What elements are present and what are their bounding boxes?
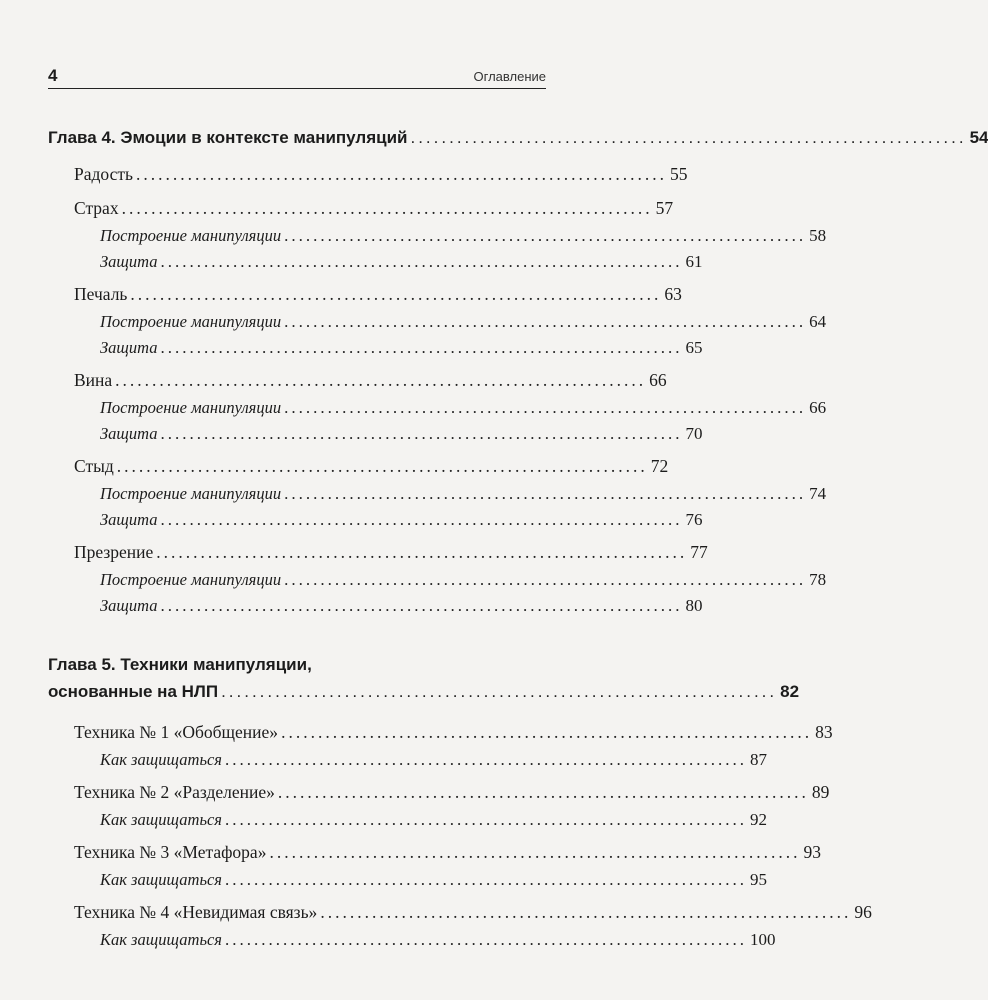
toc-entry[interactable] xyxy=(74,542,708,568)
leader-dots: ........................................................................ xyxy=(410,128,967,147)
leader-dots: ........................................................................ xyxy=(320,902,852,922)
toc-entry[interactable] xyxy=(74,722,833,748)
page-ref: 65 xyxy=(685,338,703,357)
entry-label: Техника № 4 «Невидимая связь» xyxy=(74,902,318,922)
entry-label: Вина xyxy=(74,370,113,390)
toc-entry[interactable] xyxy=(74,370,667,396)
leader-dots: ........................................................................ xyxy=(284,484,807,503)
toc-subentry[interactable] xyxy=(100,750,767,776)
page-ref: 70 xyxy=(685,424,703,443)
toc-entry[interactable] xyxy=(74,198,674,224)
page-ref: 95 xyxy=(749,870,767,889)
page-ref: 87 xyxy=(749,750,767,769)
page-ref: 92 xyxy=(749,810,767,829)
entry-label: Техника № 2 «Разделение» xyxy=(74,782,275,802)
page-ref: 58 xyxy=(809,226,827,245)
toc-subentry[interactable] xyxy=(100,338,703,364)
page-ref: 83 xyxy=(815,722,833,742)
leader-dots: ........................................................................ xyxy=(160,510,683,529)
leader-dots: ........................................................................ xyxy=(284,570,807,589)
page-ref: 100 xyxy=(749,930,776,949)
page-ref: 82 xyxy=(780,682,800,701)
chapter-title-line1[interactable]: Глава 5. Техники манипуляции, xyxy=(48,655,312,674)
entry-label: Построение манипуляции xyxy=(100,312,282,331)
leader-dots: ........................................................................ xyxy=(160,338,683,357)
leader-dots: ........................................................................ xyxy=(224,750,747,769)
entry-label: Как защищаться xyxy=(100,870,222,889)
page-ref: 93 xyxy=(803,842,821,862)
entry-label: Защита xyxy=(100,424,158,443)
entry-label: Защита xyxy=(100,338,158,357)
entry-label: Построение манипуляции xyxy=(100,226,282,245)
toc-subentry[interactable] xyxy=(100,226,827,252)
leader-dots: ........................................................................ xyxy=(284,398,807,417)
entry-label: Как защищаться xyxy=(100,750,222,769)
leader-dots: ........................................................................ xyxy=(224,870,747,889)
entry-label: Радость xyxy=(74,164,133,184)
entry-label: Построение манипуляции xyxy=(100,570,282,589)
entry-label: Защита xyxy=(100,510,158,529)
toc-subentry[interactable] xyxy=(100,510,703,536)
leader-dots: ........................................................................ xyxy=(284,312,807,331)
page-ref: 89 xyxy=(811,782,830,802)
page-ref: 54 xyxy=(969,128,988,147)
leader-dots: ........................................................................ xyxy=(277,782,809,802)
toc-subentry[interactable] xyxy=(100,570,827,596)
leader-dots: ........................................................................ xyxy=(136,164,667,184)
toc-entry[interactable] xyxy=(74,284,682,310)
toc-entry[interactable] xyxy=(74,164,688,190)
entry-label: Построение манипуляции xyxy=(100,398,282,417)
entry-label: Построение манипуляции xyxy=(100,484,282,503)
toc-subentry[interactable] xyxy=(100,252,703,278)
toc-subentry[interactable] xyxy=(100,424,703,450)
toc-subentry[interactable] xyxy=(100,398,827,424)
entry-label: Как защищаться xyxy=(100,810,222,829)
chapter-title: Глава 4. Эмоции в контексте манипуляций xyxy=(48,128,408,147)
page-ref: 66 xyxy=(809,398,827,417)
page-ref: 57 xyxy=(655,198,674,218)
leader-dots: ........................................................................ xyxy=(116,456,648,476)
toc-chapter-4[interactable] xyxy=(48,128,988,154)
page-ref: 96 xyxy=(854,902,872,922)
page-ref: 76 xyxy=(685,510,703,529)
section-title: Оглавление xyxy=(473,69,546,84)
toc-subentry[interactable] xyxy=(100,596,703,622)
entry-label: Как защищаться xyxy=(100,930,222,949)
entry-label: Защита xyxy=(100,252,158,271)
page-ref: 55 xyxy=(670,164,688,184)
page-ref: 61 xyxy=(685,252,703,271)
chapter-title-line2: основанные на НЛП xyxy=(48,682,219,701)
toc-entry[interactable] xyxy=(74,456,669,482)
toc-chapter-5[interactable] xyxy=(48,682,800,708)
toc-subentry[interactable] xyxy=(100,484,827,510)
page-ref: 78 xyxy=(809,570,827,589)
leader-dots: ........................................................................ xyxy=(281,722,813,742)
toc-entry[interactable] xyxy=(74,902,872,928)
page-ref: 63 xyxy=(664,284,682,304)
entry-label: Печаль xyxy=(74,284,128,304)
toc-entry[interactable] xyxy=(74,842,821,868)
page-ref: 66 xyxy=(649,370,667,390)
page-ref: 64 xyxy=(809,312,827,331)
leader-dots: ........................................................................ xyxy=(224,930,747,949)
leader-dots: ........................................................................ xyxy=(121,198,653,218)
entry-label: Презрение xyxy=(74,542,154,562)
entry-label: Стыд xyxy=(74,456,114,476)
page-ref: 72 xyxy=(650,456,669,476)
leader-dots: ........................................................................ xyxy=(160,252,683,271)
leader-dots: ........................................................................ xyxy=(284,226,807,245)
toc-subentry[interactable] xyxy=(100,312,827,338)
leader-dots: ........................................................................ xyxy=(160,424,683,443)
leader-dots: ........................................................................ xyxy=(130,284,662,304)
leader-dots: ........................................................................ xyxy=(269,842,801,862)
entry-label: Страх xyxy=(74,198,119,218)
page-ref: 77 xyxy=(690,542,708,562)
entry-label: Техника № 3 «Метафора» xyxy=(74,842,267,862)
page-ref: 80 xyxy=(685,596,703,615)
entry-label: Защита xyxy=(100,596,158,615)
leader-dots: ........................................................................ xyxy=(115,370,647,390)
toc-entry[interactable] xyxy=(74,782,830,808)
toc-subentry[interactable] xyxy=(100,930,776,956)
toc-subentry[interactable] xyxy=(100,870,767,896)
toc-subentry[interactable] xyxy=(100,810,767,836)
leader-dots: ........................................................................ xyxy=(224,810,747,829)
page-ref: 74 xyxy=(809,484,827,503)
leader-dots: ........................................................................ xyxy=(221,682,778,701)
leader-dots: ........................................................................ xyxy=(160,596,683,615)
entry-label: Техника № 1 «Обобщение» xyxy=(74,722,279,742)
leader-dots: ........................................................................ xyxy=(156,542,688,562)
page-number: 4 xyxy=(48,66,58,85)
